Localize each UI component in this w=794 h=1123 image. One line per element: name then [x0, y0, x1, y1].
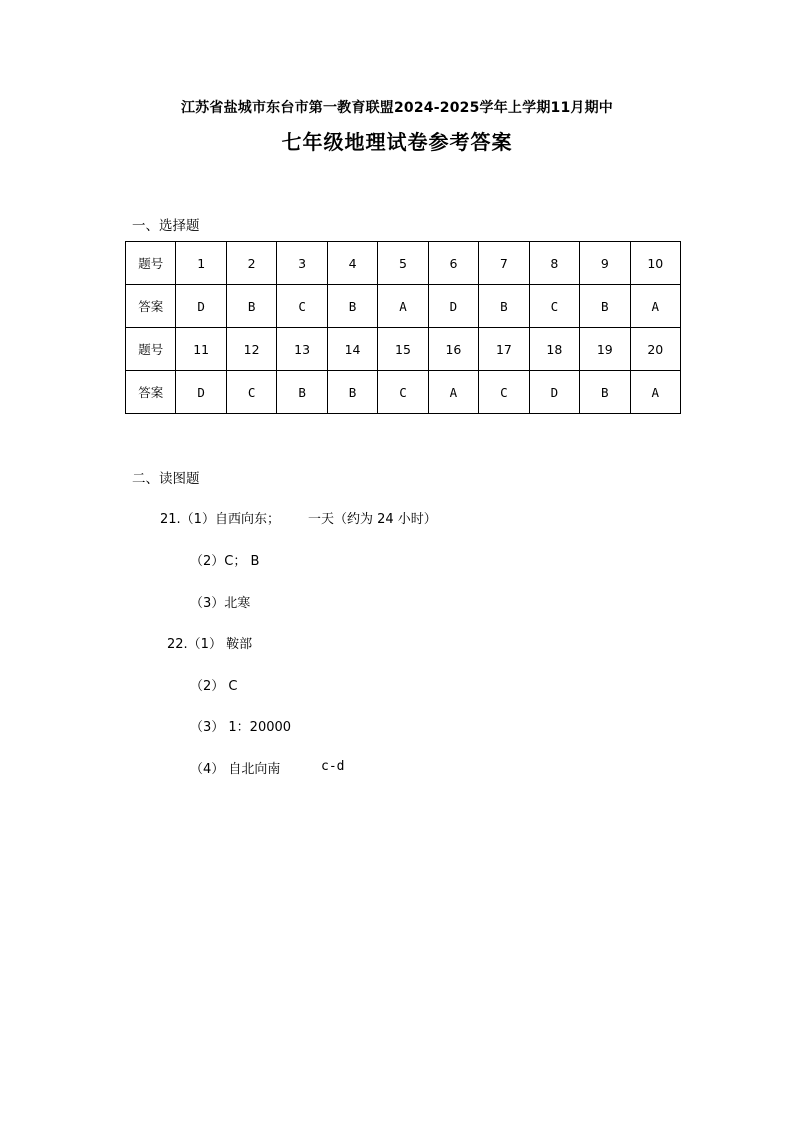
question-number: 19: [580, 328, 630, 371]
question-number: 13: [277, 328, 327, 371]
question-number: 14: [327, 328, 377, 371]
question-number: 4: [327, 242, 377, 285]
answer-21-part2: （2）C； B: [190, 554, 260, 569]
row-label-question: 题号: [126, 242, 176, 285]
answer-22-part1: 22.（1） 鞍部: [167, 637, 253, 652]
answer-21-part1: 21.（1）自西向东；: [160, 512, 280, 527]
answer-cell: C: [277, 285, 327, 328]
answer-cell: D: [176, 371, 226, 414]
answer-21-part1-b: 一天（约为 24 小时）: [308, 512, 437, 527]
table-row: [126, 328, 681, 371]
answer-cell: D: [428, 285, 478, 328]
question-number: 9: [580, 242, 630, 285]
answer-cell: A: [630, 371, 680, 414]
answer-cell: B: [479, 285, 529, 328]
answer-cell: A: [630, 285, 680, 328]
table-row: [126, 285, 681, 328]
answer-cell: C: [479, 371, 529, 414]
row-label-answer: 答案: [126, 285, 176, 328]
question-number: 15: [378, 328, 428, 371]
answer-cell: D: [176, 285, 226, 328]
answer-cell: B: [226, 285, 276, 328]
answer-cell: B: [580, 285, 630, 328]
question-number: 17: [479, 328, 529, 371]
answer-cell: B: [327, 285, 377, 328]
answer-cell: B: [327, 371, 377, 414]
section-choice-title: 一、选择题: [132, 218, 200, 234]
question-number: 6: [428, 242, 478, 285]
question-number: 2: [226, 242, 276, 285]
question-number: 10: [630, 242, 680, 285]
question-number: 18: [529, 328, 579, 371]
answer-22-part4-b: c-d: [321, 759, 345, 774]
question-number: 20: [630, 328, 680, 371]
answer-22-part4: （4） 自北向南: [190, 762, 281, 777]
answer-22-part2: （2） C: [190, 679, 238, 694]
row-label-answer: 答案: [126, 371, 176, 414]
answer-21-part3: （3）北寒: [190, 596, 251, 611]
table-row: [126, 242, 681, 285]
answer-cell: A: [378, 285, 428, 328]
question-number: 16: [428, 328, 478, 371]
answer-table: [125, 241, 681, 414]
document-title-line1: 江苏省盐城市东台市第一教育联盟2024-2025学年上学期11月期中: [180, 100, 614, 116]
question-number: 5: [378, 242, 428, 285]
document-title-line2: 七年级地理试卷参考答案: [281, 130, 513, 154]
answer-cell: A: [428, 371, 478, 414]
question-number: 3: [277, 242, 327, 285]
answer-cell: D: [529, 371, 579, 414]
answer-cell: B: [277, 371, 327, 414]
row-label-question: 题号: [126, 328, 176, 371]
answer-cell: B: [580, 371, 630, 414]
answer-22-part3: （3） 1：20000: [190, 720, 292, 735]
answer-cell: C: [226, 371, 276, 414]
answer-cell: C: [529, 285, 579, 328]
question-number: 8: [529, 242, 579, 285]
question-number: 11: [176, 328, 226, 371]
table-row: [126, 371, 681, 414]
section-map-reading-title: 二、读图题: [132, 471, 200, 487]
question-number: 1: [176, 242, 226, 285]
question-number: 12: [226, 328, 276, 371]
question-number: 7: [479, 242, 529, 285]
answer-cell: C: [378, 371, 428, 414]
